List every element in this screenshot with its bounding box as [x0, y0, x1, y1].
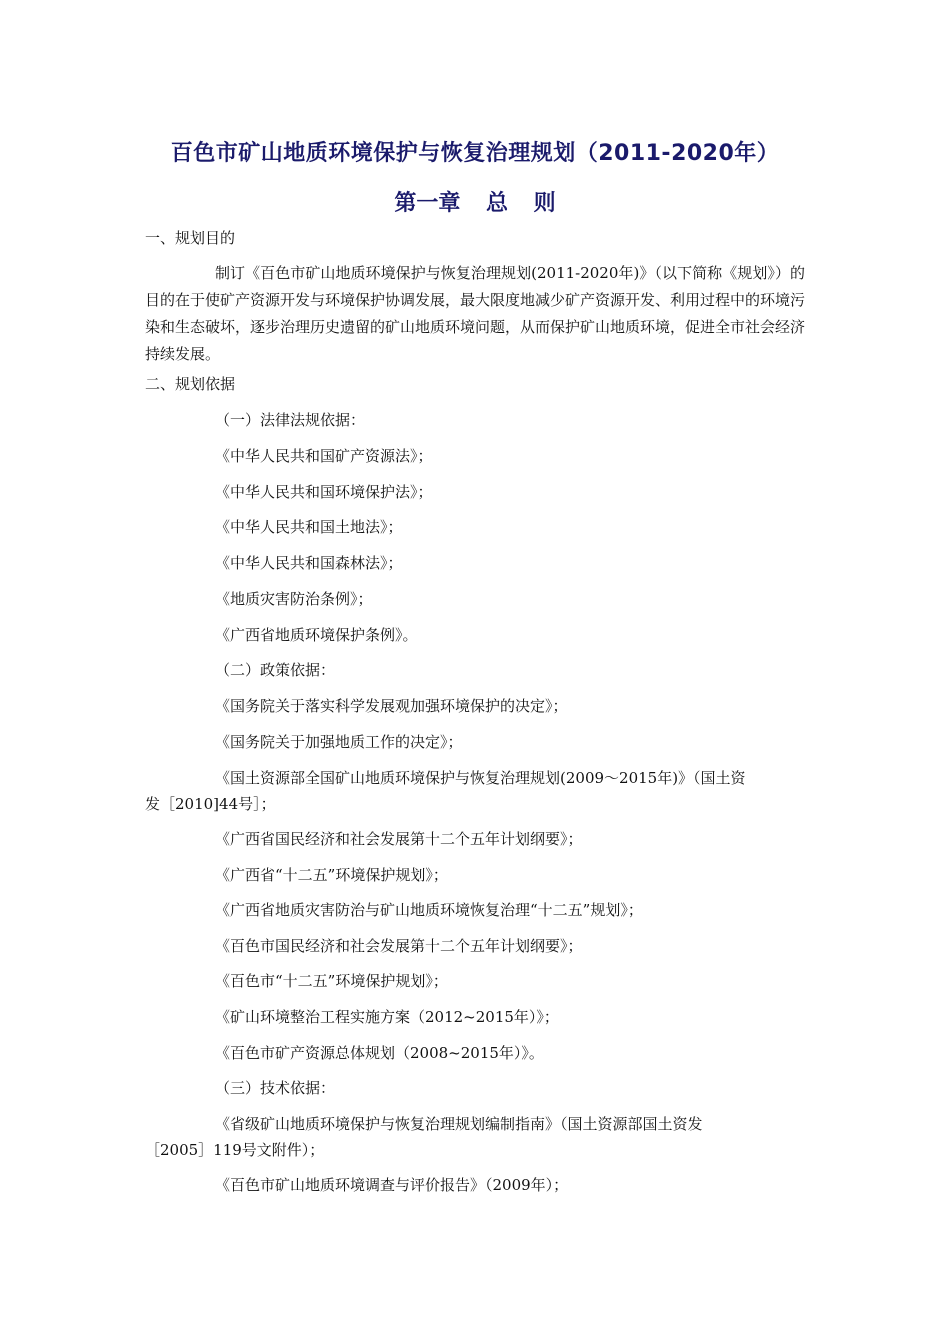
document-title: 百色市矿山地质环境保护与恢复治理规划（2011-2020年）	[170, 141, 780, 166]
list-item: 《矿山环境整治工程实施方案（2012~2015年）》；	[215, 1008, 559, 1026]
subsection-label: （二）政策依据：	[215, 661, 336, 679]
list-item: 《国土资源部全国矿山地质环境保护与恢复治理规划(2009～2015年)》（国土资	[215, 769, 746, 787]
list-item: 《中华人民共和国矿产资源法》；	[215, 447, 433, 465]
list-item: 《中华人民共和国土地法》；	[215, 518, 403, 536]
subsection-label: （三）技术依据：	[215, 1079, 336, 1097]
list-item: 《中华人民共和国森林法》；	[215, 554, 403, 572]
list-item: 《广西省“十二五”环境保护规划》；	[215, 866, 448, 884]
list-item-continuation: ［2005］119号文附件）；	[145, 1141, 325, 1159]
purpose-paragraph: 制订《百色市矿山地质环境保护与恢复治理规划(2011-2020年)》（以下简称《规划》）的目的在于使矿产资源开发与环境保护协调发展，最大限度地减少矿产资源开发、利用过程中的环境污染和生态破坏，逐步治理历史遗留的矿山地质环境问题，从而保护矿山地质环境，促进全市社会经济持续发展。	[145, 264, 806, 363]
list-item: 《省级矿山地质环境保护与恢复治理规划编制指南》（国土资源部国土资发	[215, 1115, 703, 1133]
list-item: 《地质灾害防治条例》；	[215, 590, 373, 608]
list-item: 《广西省地质环境保护条例》。	[215, 626, 418, 644]
list-item: 《广西省国民经济和社会发展第十二个五年计划纲要》；	[215, 830, 583, 848]
list-item: 《国务院关于加强地质工作的决定》；	[215, 733, 463, 751]
list-item: 《国务院关于落实科学发展观加强环境保护的决定》；	[215, 697, 568, 715]
list-item: 《广西省地质灾害防治与矿山地质环境恢复治理“十二五”规划》；	[215, 901, 643, 919]
subsection-label: （一）法律法规依据：	[215, 411, 366, 429]
list-item: 《中华人民共和国环境保护法》；	[215, 483, 433, 501]
list-item: 《百色市“十二五”环境保护规划》；	[215, 972, 448, 990]
section-heading: 一、规划目的	[145, 229, 236, 247]
chapter-heading: 第一章 总 则	[394, 191, 556, 216]
list-item-continuation: 发［2010]44号］；	[145, 795, 276, 813]
section-heading: 二、规划依据	[145, 375, 236, 393]
list-item: 《百色市矿产资源总体规划（2008~2015年）》。	[215, 1044, 544, 1062]
list-item: 《百色市国民经济和社会发展第十二个五年计划纲要》；	[215, 937, 583, 955]
list-item: 《百色市矿山地质环境调查与评价报告》（2009年）；	[215, 1176, 569, 1194]
